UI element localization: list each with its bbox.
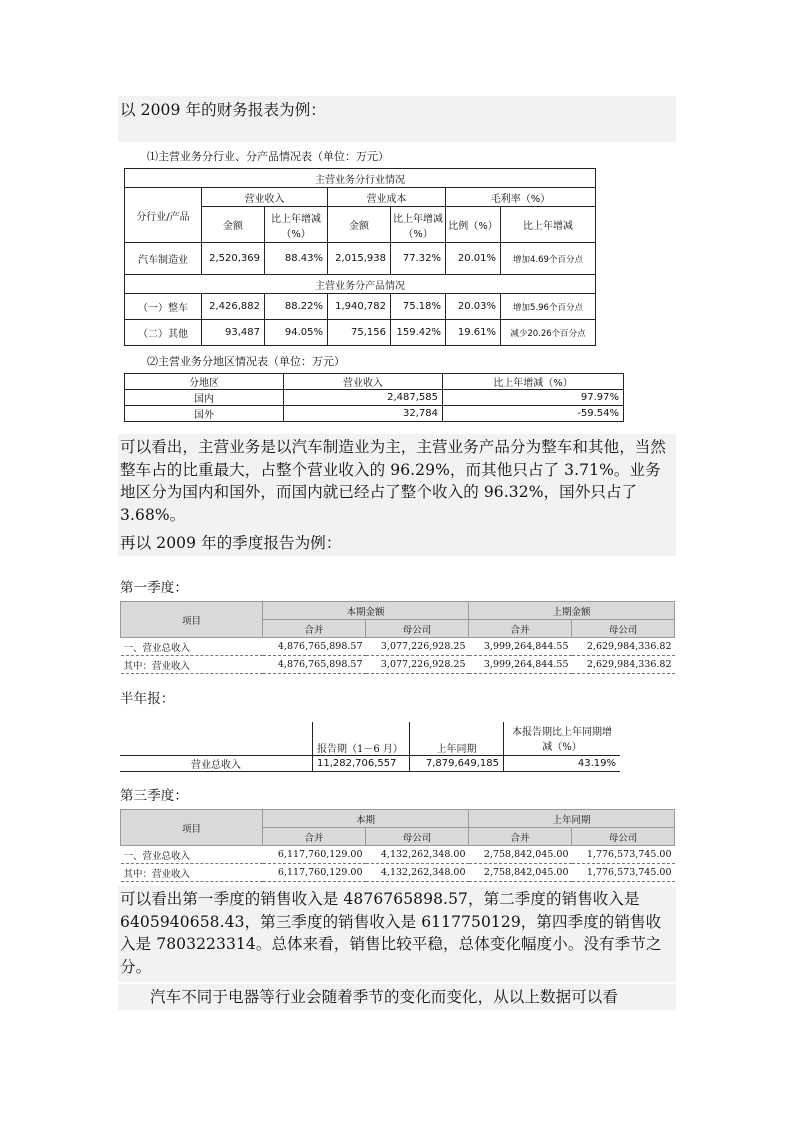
header-period: 报告期（1－6 月） [313, 722, 410, 755]
table-row [121, 638, 675, 656]
header-parent: 母公司 [366, 828, 469, 846]
cell-item: 其中：营业收入 [121, 656, 263, 674]
cell-revenue: 93,487 [202, 320, 265, 346]
para4-text: 汽车不同于电器等行业会随着季节的变化而变化，从以上数据可以看 [150, 988, 619, 1006]
para1-text: 可以看出，主营业务是以汽车制造业为主，主营业务产品分为整车和其他，当然整车占的比重最大，占整个营业收入的 96.29%，而其他只占了 3.71%。业务地区分为国内和国外，而国内就已经占了整个收入的 96.32%，国外只占了 3.68%。 [120, 438, 667, 524]
cell-value: 1,776,573,745.00 [572, 864, 675, 882]
cell-cost: 75,156 [328, 320, 391, 346]
header-change: 比上年增减（%） [265, 207, 328, 243]
header-change: 比上年增减（%） [391, 207, 446, 243]
header-prior: 上期金额 [469, 602, 675, 620]
header-ratio: 比例（%） [446, 207, 501, 243]
header-margin: 毛利率（%） [446, 188, 596, 207]
header-merge: 合并 [469, 828, 572, 846]
para3-text: 可以看出第一季度的销售收入是 4876765898.57，第二季度的销售收入是 6405940658.43，第三季度的销售收入是 6117750129，第四季度的销售收入是 7803223314。总体来看，销售比较平稳，总体变化幅度小。没有季节之分。 [120, 890, 662, 976]
header-parent: 母公司 [366, 620, 469, 638]
cell-value: 4,876,765,898.57 [263, 656, 366, 674]
cell-revenue-change: 94.05% [265, 320, 328, 346]
cell-cost-change: 159.42% [391, 320, 446, 346]
cell-region: 国内 [125, 390, 284, 406]
row-name: 汽车制造业 [125, 243, 202, 275]
cell-revenue: 32,784 [284, 406, 443, 422]
cell-value: 3,077,226,928.25 [366, 656, 469, 674]
header-prior: 上年同期 [410, 722, 504, 755]
cell-value: 2,758,842,045.00 [469, 846, 572, 864]
table-row [125, 320, 596, 346]
cell-revenue: 2,520,369 [202, 243, 265, 275]
cell-margin-change: 增加5.96个百分点 [501, 294, 596, 320]
table-row [125, 390, 624, 406]
cell-prior: 7,879,649,185 [410, 755, 504, 771]
cell-margin-change: 增加4.69个百分点 [501, 243, 596, 275]
cell-ratio: 20.01% [446, 243, 501, 275]
cell-value: 3,077,226,928.25 [366, 638, 469, 656]
cell-value: 2,629,984,336.82 [572, 656, 675, 674]
table-row [125, 406, 624, 422]
header-industry: 分行业/产品 [125, 188, 202, 243]
cell-revenue: 2,487,585 [284, 390, 443, 406]
header-merge: 合并 [263, 620, 366, 638]
cell-value: 6,117,760,129.00 [263, 846, 366, 864]
para2-text: 再以 2009 年的季度报告为例： [120, 534, 342, 552]
cell-change: 97.97% [443, 390, 624, 406]
header-current: 本期金额 [263, 602, 469, 620]
cell-item: 一、营业总收入 [121, 638, 263, 656]
header-merge: 合并 [469, 620, 572, 638]
cell-revenue: 2,426,882 [202, 294, 265, 320]
header-revenue: 营业收入 [284, 374, 443, 390]
cell-value: 2,629,984,336.82 [572, 638, 675, 656]
header-region: 分地区 [125, 374, 284, 390]
header-merge: 合并 [263, 828, 366, 846]
cell-value: 4,132,262,348.00 [366, 846, 469, 864]
cell-period: 11,282,706,557 [313, 755, 410, 771]
cell-value: 2,758,842,045.00 [469, 864, 572, 882]
row-name: （二）其他 [125, 320, 202, 346]
header-parent: 母公司 [572, 828, 675, 846]
header-amount: 金额 [202, 207, 265, 243]
cell-cost: 1,940,782 [328, 294, 391, 320]
cell-margin-change: 减少20.26个百分点 [501, 320, 596, 346]
cell-item: 其中：营业收入 [121, 864, 263, 882]
table-row [125, 294, 596, 320]
header-change: 比上年增减（%） [443, 374, 624, 390]
header-item: 项目 [121, 810, 263, 846]
region-table [124, 373, 624, 422]
header-parent: 母公司 [572, 620, 675, 638]
cell-cost: 2,015,938 [328, 243, 391, 275]
table-row [125, 243, 596, 275]
header-amount: 金额 [328, 207, 391, 243]
cell-value: 1,776,573,745.00 [572, 846, 675, 864]
cell-revenue-change: 88.43% [265, 243, 328, 275]
cell-ratio: 19.61% [446, 320, 501, 346]
table-row [121, 846, 675, 864]
section-product: 主营业务分产品情况 [125, 275, 596, 294]
cell-item: 营业总收入 [120, 755, 313, 771]
cell-value: 4,132,262,348.00 [366, 864, 469, 882]
cell-value: 3,999,264,844.55 [469, 638, 572, 656]
cell-change: -59.54% [443, 406, 624, 422]
table-row [120, 755, 620, 771]
cell-region: 国外 [125, 406, 284, 422]
section-industry: 主营业务分行业情况 [125, 169, 596, 188]
header-change: 本报告期比上年同期增减（%） [504, 722, 621, 755]
industry-product-table [124, 168, 596, 346]
table-row [121, 864, 675, 882]
cell-cost-change: 75.18% [391, 294, 446, 320]
header-prior: 上年同期 [469, 810, 675, 828]
table2-caption: ⑵主营业务分地区情况表（单位：万元） [147, 355, 345, 368]
half-year-table [120, 722, 620, 772]
header-cost: 营业成本 [328, 188, 446, 207]
cell-value: 6,117,760,129.00 [263, 864, 366, 882]
table-row [121, 656, 675, 674]
table1-caption: ⑴主营业务分行业、分产品情况表（单位：万元） [147, 150, 389, 163]
q3-table [120, 809, 675, 882]
header-margin-change: 比上年增减 [501, 207, 596, 243]
header-item: 项目 [121, 602, 263, 638]
cell-ratio: 20.03% [446, 294, 501, 320]
q1-table [120, 601, 675, 674]
q3-label: 第三季度： [120, 788, 188, 804]
row-name: （一）整车 [125, 294, 202, 320]
cell-change: 43.19% [504, 755, 621, 771]
cell-value: 3,999,264,844.55 [469, 656, 572, 674]
intro-text: 以 2009 年的财务报表为例： [120, 101, 326, 119]
cell-revenue-change: 88.22% [265, 294, 328, 320]
half-label: 半年报： [120, 691, 175, 707]
cell-cost-change: 77.32% [391, 243, 446, 275]
header-current: 本期 [263, 810, 469, 828]
cell-value: 4,876,765,898.57 [263, 638, 366, 656]
header-revenue: 营业收入 [202, 188, 328, 207]
q1-label: 第一季度： [120, 580, 188, 596]
cell-item: 一、营业总收入 [121, 846, 263, 864]
